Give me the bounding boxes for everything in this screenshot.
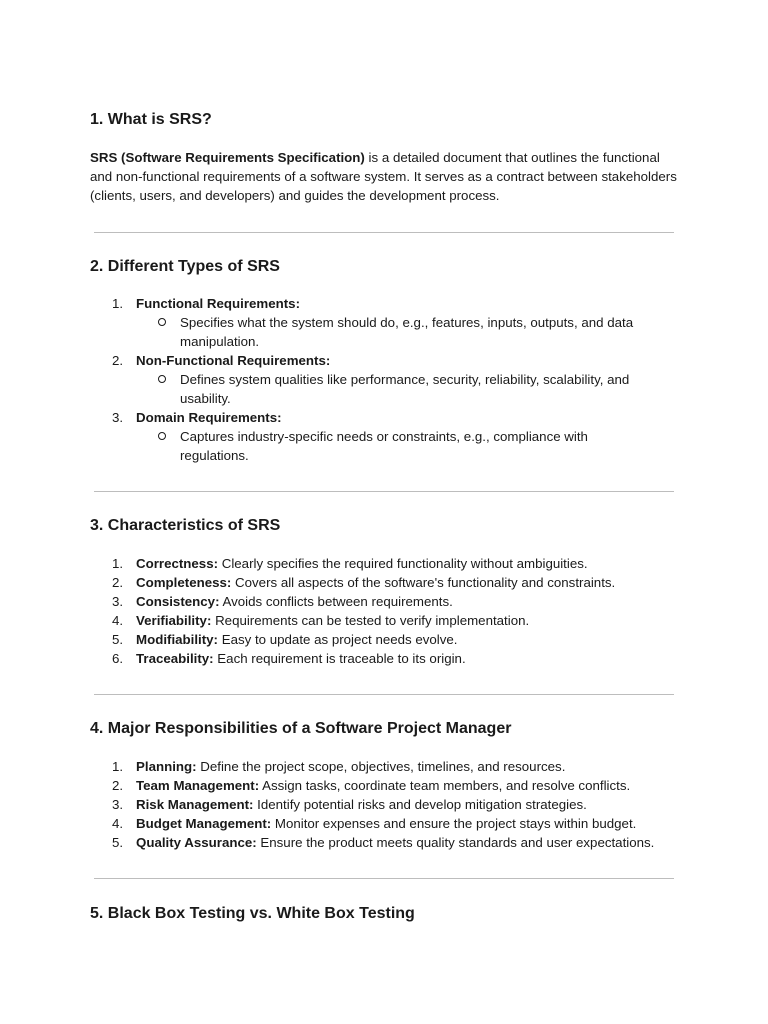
hollow-bullet-icon bbox=[158, 375, 166, 383]
responsibility-text: Ensure the product meets quality standards and user expectations. bbox=[256, 835, 655, 850]
srs-types-list bbox=[90, 294, 690, 465]
list-item bbox=[90, 351, 690, 408]
characteristic-term: Consistency: bbox=[136, 594, 220, 609]
characteristic-term: Correctness: bbox=[136, 556, 219, 571]
responsibility-term: Team Management: bbox=[136, 778, 260, 793]
characteristic-text: Easy to update as project needs evolve. bbox=[218, 632, 458, 647]
responsibility-term: Risk Management: bbox=[136, 797, 254, 812]
list-number: 4. bbox=[112, 816, 124, 831]
characteristic-term: Traceability: bbox=[136, 651, 214, 666]
list-item bbox=[90, 573, 690, 592]
list-number: 3. bbox=[112, 594, 124, 609]
srs-term: SRS (Software Requirements Specification) bbox=[90, 150, 365, 165]
sub-item-text: Defines system qualities like performance, security, reliability, scalability, and usability. bbox=[180, 372, 630, 406]
section-3-heading: 3. Characteristics of SRS bbox=[90, 517, 281, 534]
list-number: 5. bbox=[112, 632, 124, 647]
list-item bbox=[90, 554, 690, 573]
hollow-bullet-icon bbox=[158, 432, 166, 440]
list-number: 1. bbox=[112, 296, 124, 311]
characteristic-term: Modifiability: bbox=[136, 632, 218, 647]
list-number: 2. bbox=[112, 353, 124, 368]
list-item bbox=[90, 795, 690, 814]
characteristic-text: Each requirement is traceable to its origin. bbox=[213, 651, 466, 666]
list-item bbox=[90, 611, 690, 630]
list-item bbox=[90, 833, 690, 852]
section-divider bbox=[94, 694, 674, 695]
section-4-heading: 4. Major Responsibilities of a Software Project Manager bbox=[90, 720, 512, 737]
list-item bbox=[90, 294, 690, 351]
sub-list-item bbox=[136, 313, 660, 351]
responsibility-term: Planning: bbox=[136, 759, 197, 774]
requirement-type-term: Functional Requirements: bbox=[136, 296, 301, 311]
characteristic-text: Avoids conflicts between requirements. bbox=[219, 594, 453, 609]
characteristic-term: Verifiability: bbox=[136, 613, 212, 628]
responsibilities-list bbox=[90, 757, 690, 852]
list-number: 1. bbox=[112, 556, 124, 571]
requirement-type-term: Domain Requirements: bbox=[136, 410, 282, 425]
list-item bbox=[90, 814, 690, 833]
section-divider bbox=[94, 878, 674, 879]
section-1-heading: 1. What is SRS? bbox=[90, 111, 212, 128]
list-item bbox=[90, 649, 690, 668]
list-number: 3. bbox=[112, 410, 124, 425]
list-number: 4. bbox=[112, 613, 124, 628]
sub-item-text: Captures industry-specific needs or constraints, e.g., compliance with regulations. bbox=[180, 429, 588, 463]
section-divider bbox=[94, 232, 674, 233]
list-item bbox=[90, 757, 690, 776]
characteristic-text: Clearly specifies the required functionality without ambiguities. bbox=[218, 556, 588, 571]
srs-definition-paragraph bbox=[90, 148, 680, 205]
sub-list-item bbox=[136, 427, 660, 465]
responsibility-term: Quality Assurance: bbox=[136, 835, 257, 850]
responsibility-text: Monitor expenses and ensure the project stays within budget. bbox=[271, 816, 637, 831]
list-item bbox=[90, 776, 690, 795]
sub-item-text: Specifies what the system should do, e.g., features, inputs, outputs, and data manipulation. bbox=[180, 315, 634, 349]
list-number: 3. bbox=[112, 797, 124, 812]
list-number: 1. bbox=[112, 759, 124, 774]
responsibility-text: Identify potential risks and develop mitigation strategies. bbox=[253, 797, 587, 812]
sub-list bbox=[136, 427, 690, 465]
sub-list-item bbox=[136, 370, 660, 408]
list-number: 5. bbox=[112, 835, 124, 850]
requirement-type-term: Non-Functional Requirements: bbox=[136, 353, 331, 368]
section-divider bbox=[94, 491, 674, 492]
characteristics-list bbox=[90, 554, 690, 668]
list-item bbox=[90, 408, 690, 465]
characteristic-term: Completeness: bbox=[136, 575, 232, 590]
characteristic-text: Covers all aspects of the software's functionality and constraints. bbox=[231, 575, 616, 590]
list-number: 2. bbox=[112, 575, 124, 590]
responsibility-term: Budget Management: bbox=[136, 816, 272, 831]
list-number: 6. bbox=[112, 651, 124, 666]
hollow-bullet-icon bbox=[158, 318, 166, 326]
sub-list bbox=[136, 313, 690, 351]
list-number: 2. bbox=[112, 778, 124, 793]
sub-list bbox=[136, 370, 690, 408]
srs-definition-text: is a detailed document that outlines the functional and non-functional requirements of a software system. It serves as a contract between stakeholders (clients, users, and developers) and guides the development process. bbox=[90, 150, 677, 203]
characteristic-text: Requirements can be tested to verify implementation. bbox=[211, 613, 530, 628]
list-item bbox=[90, 630, 690, 649]
section-2-heading: 2. Different Types of SRS bbox=[90, 258, 280, 275]
responsibility-text: Assign tasks, coordinate team members, and resolve conflicts. bbox=[259, 778, 631, 793]
responsibility-text: Define the project scope, objectives, timelines, and resources. bbox=[196, 759, 566, 774]
section-5-heading: 5. Black Box Testing vs. White Box Testing bbox=[90, 905, 415, 922]
list-item bbox=[90, 592, 690, 611]
